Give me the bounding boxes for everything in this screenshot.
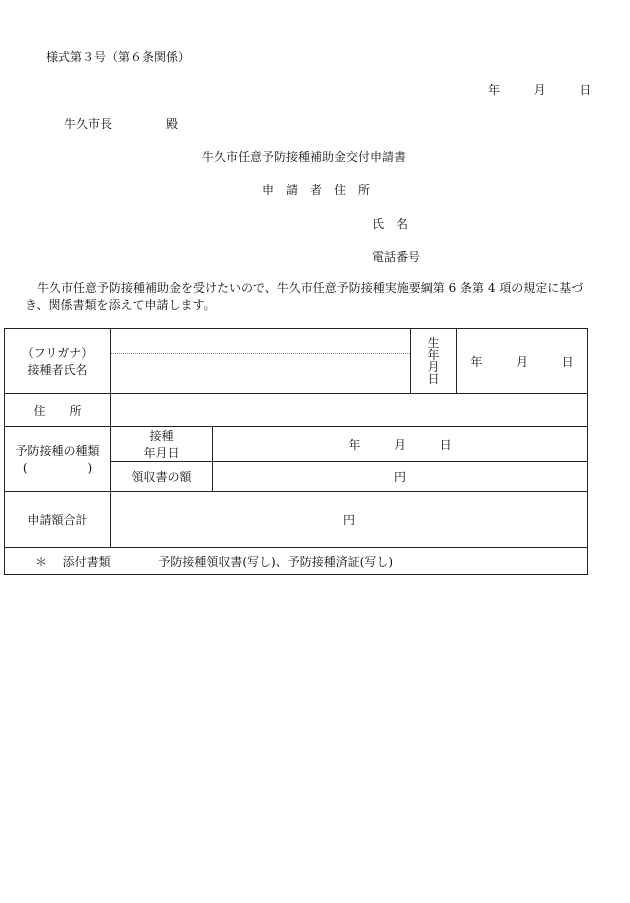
total-field[interactable] bbox=[111, 492, 588, 548]
vaccination-date-row bbox=[5, 427, 588, 462]
dob-label-char: 年 bbox=[427, 348, 440, 362]
address-row bbox=[5, 394, 588, 427]
receipt-amount-unit: 円 bbox=[393, 470, 406, 484]
dob-year: 年 bbox=[470, 354, 483, 369]
dob-label-char: 生 bbox=[427, 336, 440, 350]
dob-day: 日 bbox=[561, 354, 574, 369]
address-field[interactable] bbox=[111, 394, 588, 427]
applicant-phone-label: 電話番号 bbox=[372, 250, 421, 264]
vaccination-date-label-2: 年月日 bbox=[143, 446, 180, 460]
total-unit: 円 bbox=[342, 513, 355, 527]
furigana-label: （フリガナ） bbox=[21, 346, 94, 360]
dob-month: 月 bbox=[515, 354, 528, 369]
vaccination-date-field[interactable] bbox=[213, 427, 588, 462]
applicant-address-label: 申 請 者 住 所 bbox=[262, 183, 371, 197]
attachments-row bbox=[5, 548, 588, 575]
application-form-table bbox=[4, 328, 588, 575]
applicant-name-label: 氏 名 bbox=[372, 217, 409, 231]
vaccine-type-field[interactable]: ( ) bbox=[22, 461, 93, 475]
recipient-name-row bbox=[5, 329, 588, 394]
date-day: 日 bbox=[579, 83, 592, 97]
attachments-cell bbox=[5, 548, 588, 575]
address-label: 住 所 bbox=[5, 394, 111, 427]
attachments-label: 添付書類 bbox=[62, 554, 111, 569]
addressee: 牛久市長 bbox=[64, 117, 113, 131]
form-number: 様式第３号（第６条関係） bbox=[46, 50, 191, 64]
attachments-mark: ＊ bbox=[35, 554, 48, 569]
dob-label-cell bbox=[411, 329, 457, 394]
vaccine-type-label: 予防接種の種類 bbox=[15, 444, 100, 458]
dob-field[interactable] bbox=[457, 329, 588, 394]
recipient-name-field[interactable] bbox=[111, 329, 411, 394]
date-month: 月 bbox=[533, 83, 546, 97]
vaccination-month: 月 bbox=[393, 437, 406, 452]
date-year: 年 bbox=[488, 83, 501, 97]
recipient-name-label-cell bbox=[5, 329, 111, 394]
total-row bbox=[5, 492, 588, 548]
furigana-divider bbox=[111, 353, 410, 354]
dob-label-char: 日 bbox=[427, 372, 440, 386]
dob-label-char: 月 bbox=[427, 360, 440, 374]
vaccine-type-label-cell bbox=[5, 427, 111, 492]
application-date bbox=[488, 81, 591, 98]
receipt-amount-field[interactable] bbox=[213, 462, 588, 492]
vaccination-day: 日 bbox=[439, 437, 452, 452]
receipt-amount-label: 領収書の額 bbox=[111, 462, 213, 492]
application-statement: 牛久市任意予防接種補助金を受けたいので、牛久市任意予防接種実施要綱第 6 条第 4 項の規定に基づき、関係書類を添えて申請します。 bbox=[25, 281, 584, 312]
attachments-value: 予防接種領収書(写し)、予防接種済証(写し) bbox=[158, 554, 394, 569]
vaccination-year: 年 bbox=[348, 437, 361, 452]
recipient-name-label: 接種者氏名 bbox=[27, 363, 88, 377]
total-label: 申請額合計 bbox=[5, 492, 111, 548]
vaccination-date-label-1: 接種 bbox=[149, 429, 174, 443]
vaccination-date-label-cell bbox=[111, 427, 213, 462]
addressee-honorific: 殿 bbox=[166, 117, 179, 131]
document-title: 牛久市任意予防接種補助金交付申請書 bbox=[202, 150, 407, 164]
